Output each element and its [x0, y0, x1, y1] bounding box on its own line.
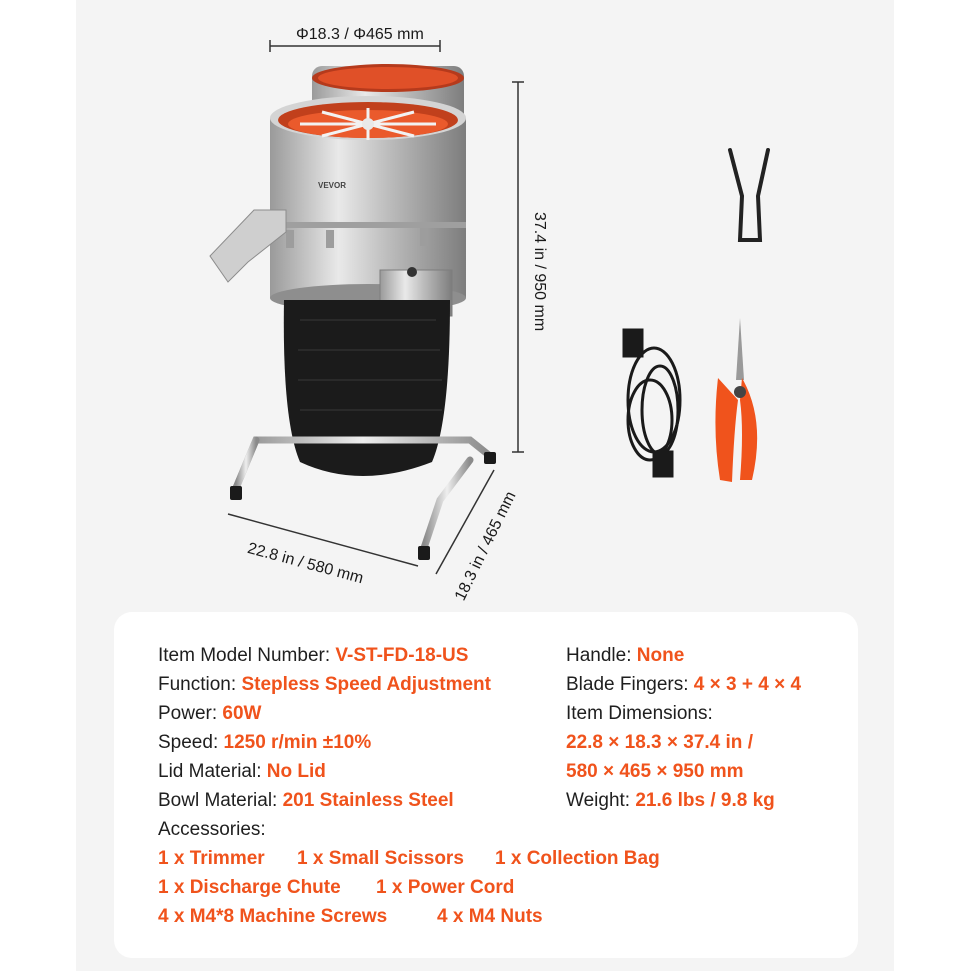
power-cord-icon	[624, 330, 680, 476]
spec-accessories: Accessories:	[158, 819, 266, 840]
collection-net	[284, 300, 450, 476]
accessory-power-cord: 1 x Power Cord	[376, 877, 515, 898]
spec-model: Item Model Number: V-ST-FD-18-US	[158, 645, 469, 666]
width-label: 22.8 in / 580 mm	[245, 540, 366, 588]
trimmer-icon	[715, 318, 757, 482]
spec-speed: Speed: 1250 r/min ±10%	[158, 732, 372, 753]
accessory-machine-screws: 4 x M4*8 Machine Screws	[158, 906, 388, 927]
spec-dimensions-in: 22.8 × 18.3 × 37.4 in /	[566, 732, 753, 753]
accessory-discharge-chute: 1 x Discharge Chute	[158, 877, 341, 898]
small-scissors-icon	[730, 150, 768, 240]
spec-lid-material: Lid Material: No Lid	[158, 761, 326, 782]
depth-label: 18.3 in / 465 mm	[452, 488, 520, 604]
spec-weight: Weight: 21.6 lbs / 9.8 kg	[566, 790, 775, 811]
brand-mark: VEVOR	[318, 181, 347, 190]
spec-blade-fingers: Blade Fingers: 4 × 3 + 4 × 4	[566, 674, 802, 695]
diameter-label: Φ18.3 / Φ465 mm	[296, 26, 424, 43]
accessory-collection-bag: 1 x Collection Bag	[495, 848, 660, 869]
spec-dimensions-mm: 580 × 465 × 950 mm	[566, 761, 744, 782]
spec-handle: Handle: None	[566, 645, 685, 666]
spec-bowl-material: Bowl Material: 201 Stainless Steel	[158, 790, 454, 811]
spec-power: Power: 60W	[158, 703, 262, 724]
height-label: 37.4 in / 950 mm	[531, 212, 548, 332]
accessory-small-scissors: 1 x Small Scissors	[297, 848, 464, 869]
accessory-nuts: 4 x M4 Nuts	[437, 906, 543, 927]
spec-function: Function: Stepless Speed Adjustment	[158, 674, 491, 695]
accessory-trimmer: 1 x Trimmer	[158, 848, 265, 869]
spec-item-dimensions: Item Dimensions:	[566, 703, 713, 724]
